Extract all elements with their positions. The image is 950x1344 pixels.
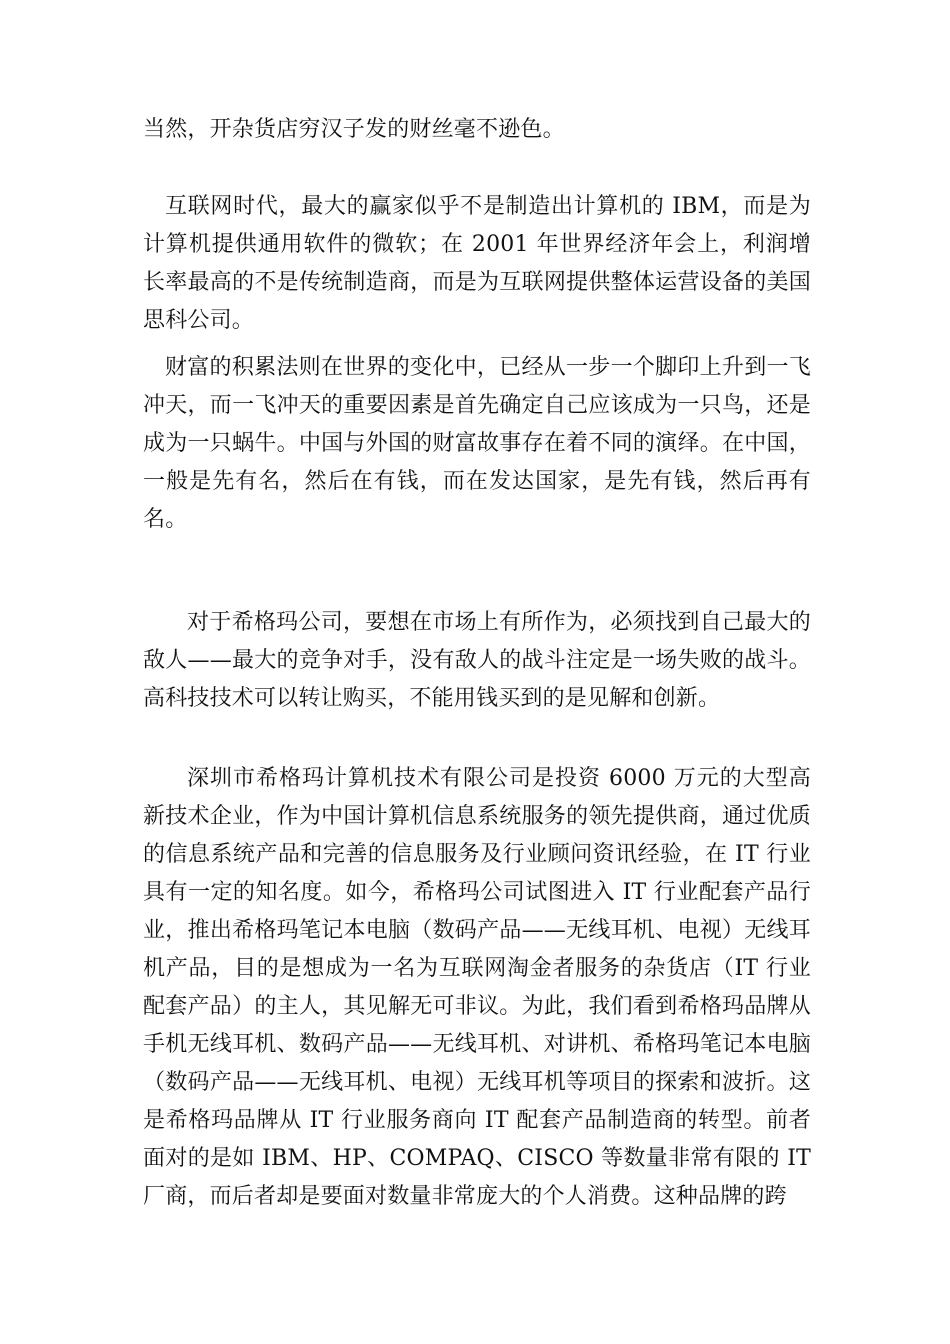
- paragraph-2: 互联网时代，最大的赢家似乎不是制造出计算机的 IBM，而是为计算机提供通用软件的微软；在 2001 年世界经济年会上，利润增长率最高的不是传统制造商，而是为互联网提供整体运营设备的美国思科公司。: [143, 194, 811, 333]
- paragraph-1: 当然，开杂货店穷汉子发的财丝毫不逊色。: [143, 117, 565, 142]
- paragraph-5: 深圳市希格玛计算机技术有限公司是投资 6000 万元的大型高新技术企业，作为中国计算机信息系统服务的领先提供商，通过优质的信息系统产品和完善的信息服务及行业顾问资讯经验，在 IT 行业具有一定的知名度。如今，希格玛公司试图进入 IT 行业配套产品行业，推出希格玛笔记本电脑（数码产品——无线耳机、电视）无线耳机产品，目的是想成为一名为互联网淘金者服务的杂货店（IT 行业配套产品）的主人，其见解无可非议。为此，我们看到希格玛品牌从手机无线耳机、数码产品——无线耳机、对讲机、希格玛笔记本电脑（数码产品——无线耳机、电视）无线耳机等项目的探索和波折。这是希格玛品牌从 IT 行业服务商向 IT 配套产品制造商的转型。前者面对的是如 IBM、HP、COMPAQ、CISCO 等数量非常有限的 IT 厂商，而后者却是要面对数量非常庞大的个人消费。这种品牌的跨: [143, 766, 811, 1209]
- paragraph-4: 对于希格玛公司，要想在市场上有所作为，必须找到自己最大的敌人——最大的竞争对手，没有敌人的战斗注定是一场失败的战斗。高科技技术可以转让购买，不能用钱买到的是见解和创新。: [143, 610, 811, 711]
- paragraph-3: 财富的积累法则在世界的变化中，已经从一步一个脚印上升到一飞冲天，而一飞冲天的重要因素是首先确定自己应该成为一只鸟，还是成为一只蜗牛。中国与外国的财富故事存在着不同的演绎。在中国，一般是先有名，然后在有钱，而在发达国家，是先有钱，然后再有名。: [143, 355, 811, 532]
